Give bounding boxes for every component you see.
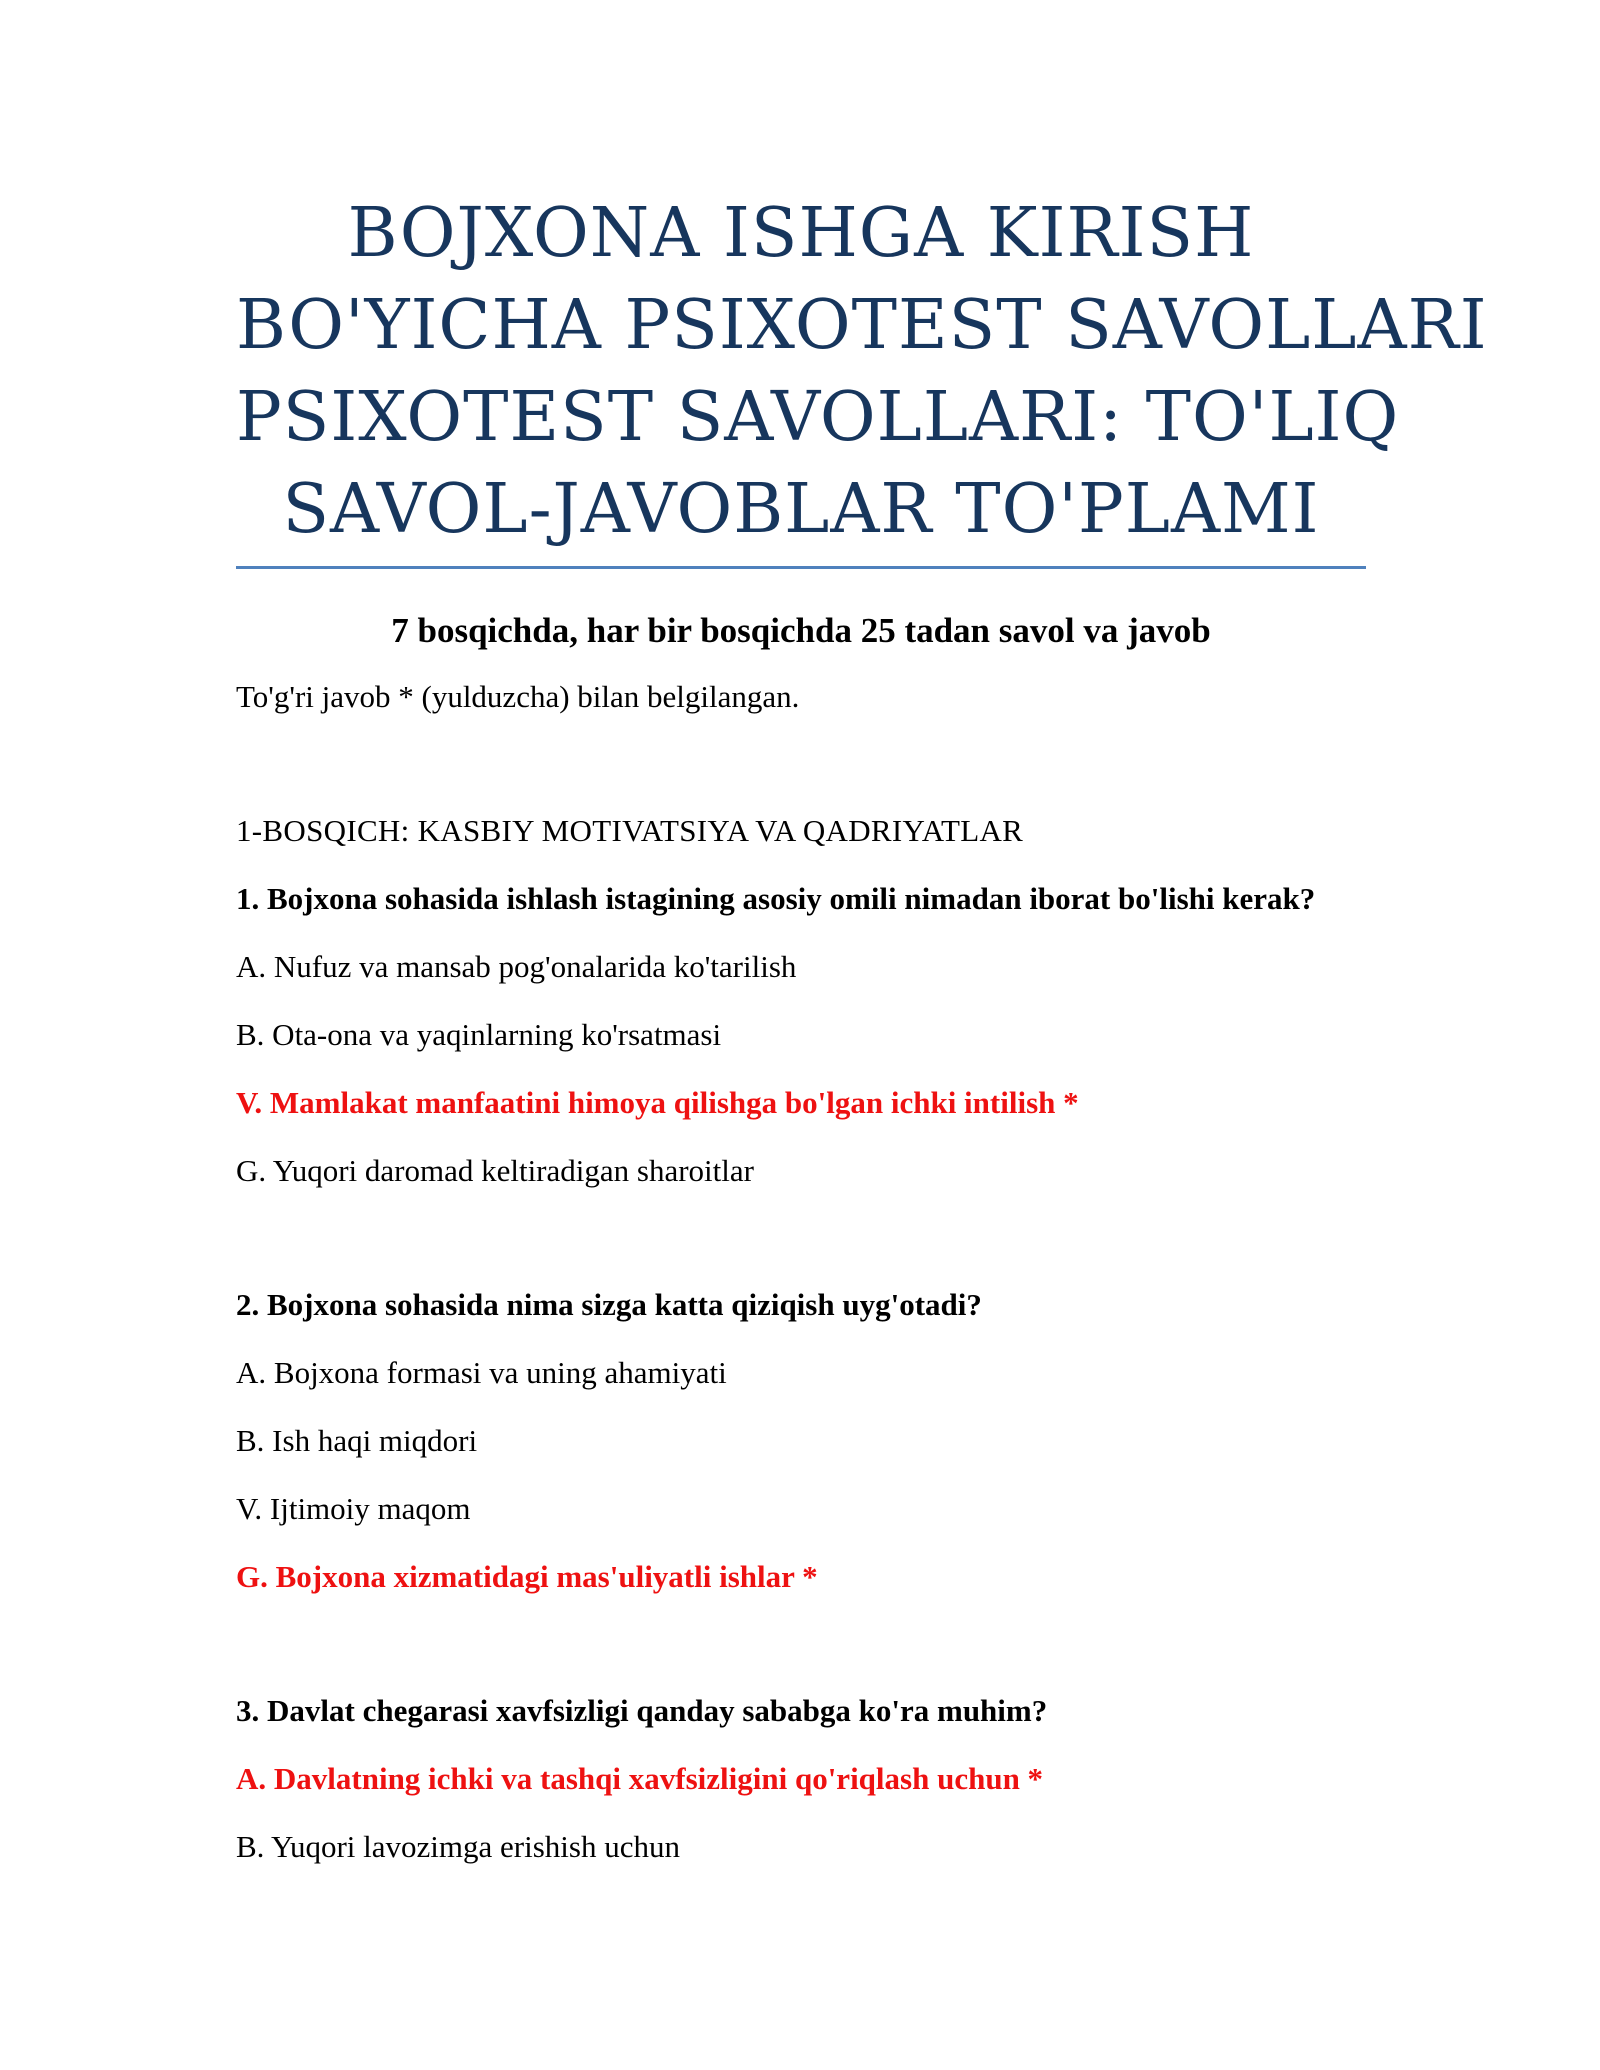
- title-line: BOJXONA ISHGA KIRISH: [347, 194, 1255, 273]
- document-content: [236, 188, 1488, 1869]
- answer-option: B. Ota-ona va yaqinlarning ko'rsatmasi: [236, 1017, 722, 1052]
- answer-option: B. Yuqori lavozimga erishish uchun: [236, 1829, 680, 1864]
- document-subtitle: 7 bosqichda, har bir bosqichda 25 tadan savol va javob: [391, 611, 1211, 650]
- question-block: [236, 877, 1366, 1193]
- title-line: BO'YICHA PSIXOTEST SAVOLLARI: [236, 286, 1488, 365]
- answer-option: G. Yuqori daromad keltiradigan sharoitlar: [236, 1153, 754, 1188]
- document-title: [236, 188, 1488, 569]
- answer-option: B. Ish haqi miqdori: [236, 1423, 478, 1458]
- answer-key-note: To'g'ri javob * (yulduzcha) bilan belgilangan.: [236, 679, 800, 714]
- title-line: SAVOL-JAVOBLAR TO'PLAMI: [282, 470, 1320, 549]
- correct-answer-option: A. Davlatning ichki va tashqi xavfsizligini qo'riqlash uchun *: [236, 1761, 1044, 1796]
- question-text: 1. Bojxona sohasida ishlash istagining asosiy omili nimadan iborat bo'lishi kerak?: [236, 881, 1316, 916]
- question-text: 3. Davlat chegarasi xavfsizligi qanday sababga ko'ra muhim?: [236, 1693, 1048, 1728]
- answer-option: V. Ijtimoiy maqom: [236, 1491, 471, 1526]
- question-text: 2. Bojxona sohasida nima sizga katta qiziqish uyg'otadi?: [236, 1287, 982, 1322]
- question-block: [236, 1283, 1366, 1599]
- title-line: PSIXOTEST SAVOLLARI: TO'LIQ: [236, 378, 1400, 457]
- question-block: [236, 1689, 1366, 1869]
- answer-option: A. Bojxona formasi va uning ahamiyati: [236, 1355, 727, 1390]
- answer-option: A. Nufuz va mansab pog'onalarida ko'tarilish: [236, 949, 797, 984]
- section-heading: 1-BOSQICH: KASBIY MOTIVATSIYA VA QADRIYATLAR: [236, 813, 1024, 848]
- correct-answer-option: G. Bojxona xizmatidagi mas'uliyatli ishlar *: [236, 1559, 818, 1594]
- correct-answer-option: V. Mamlakat manfaatini himoya qilishga bo'lgan ichki intilish *: [236, 1085, 1079, 1120]
